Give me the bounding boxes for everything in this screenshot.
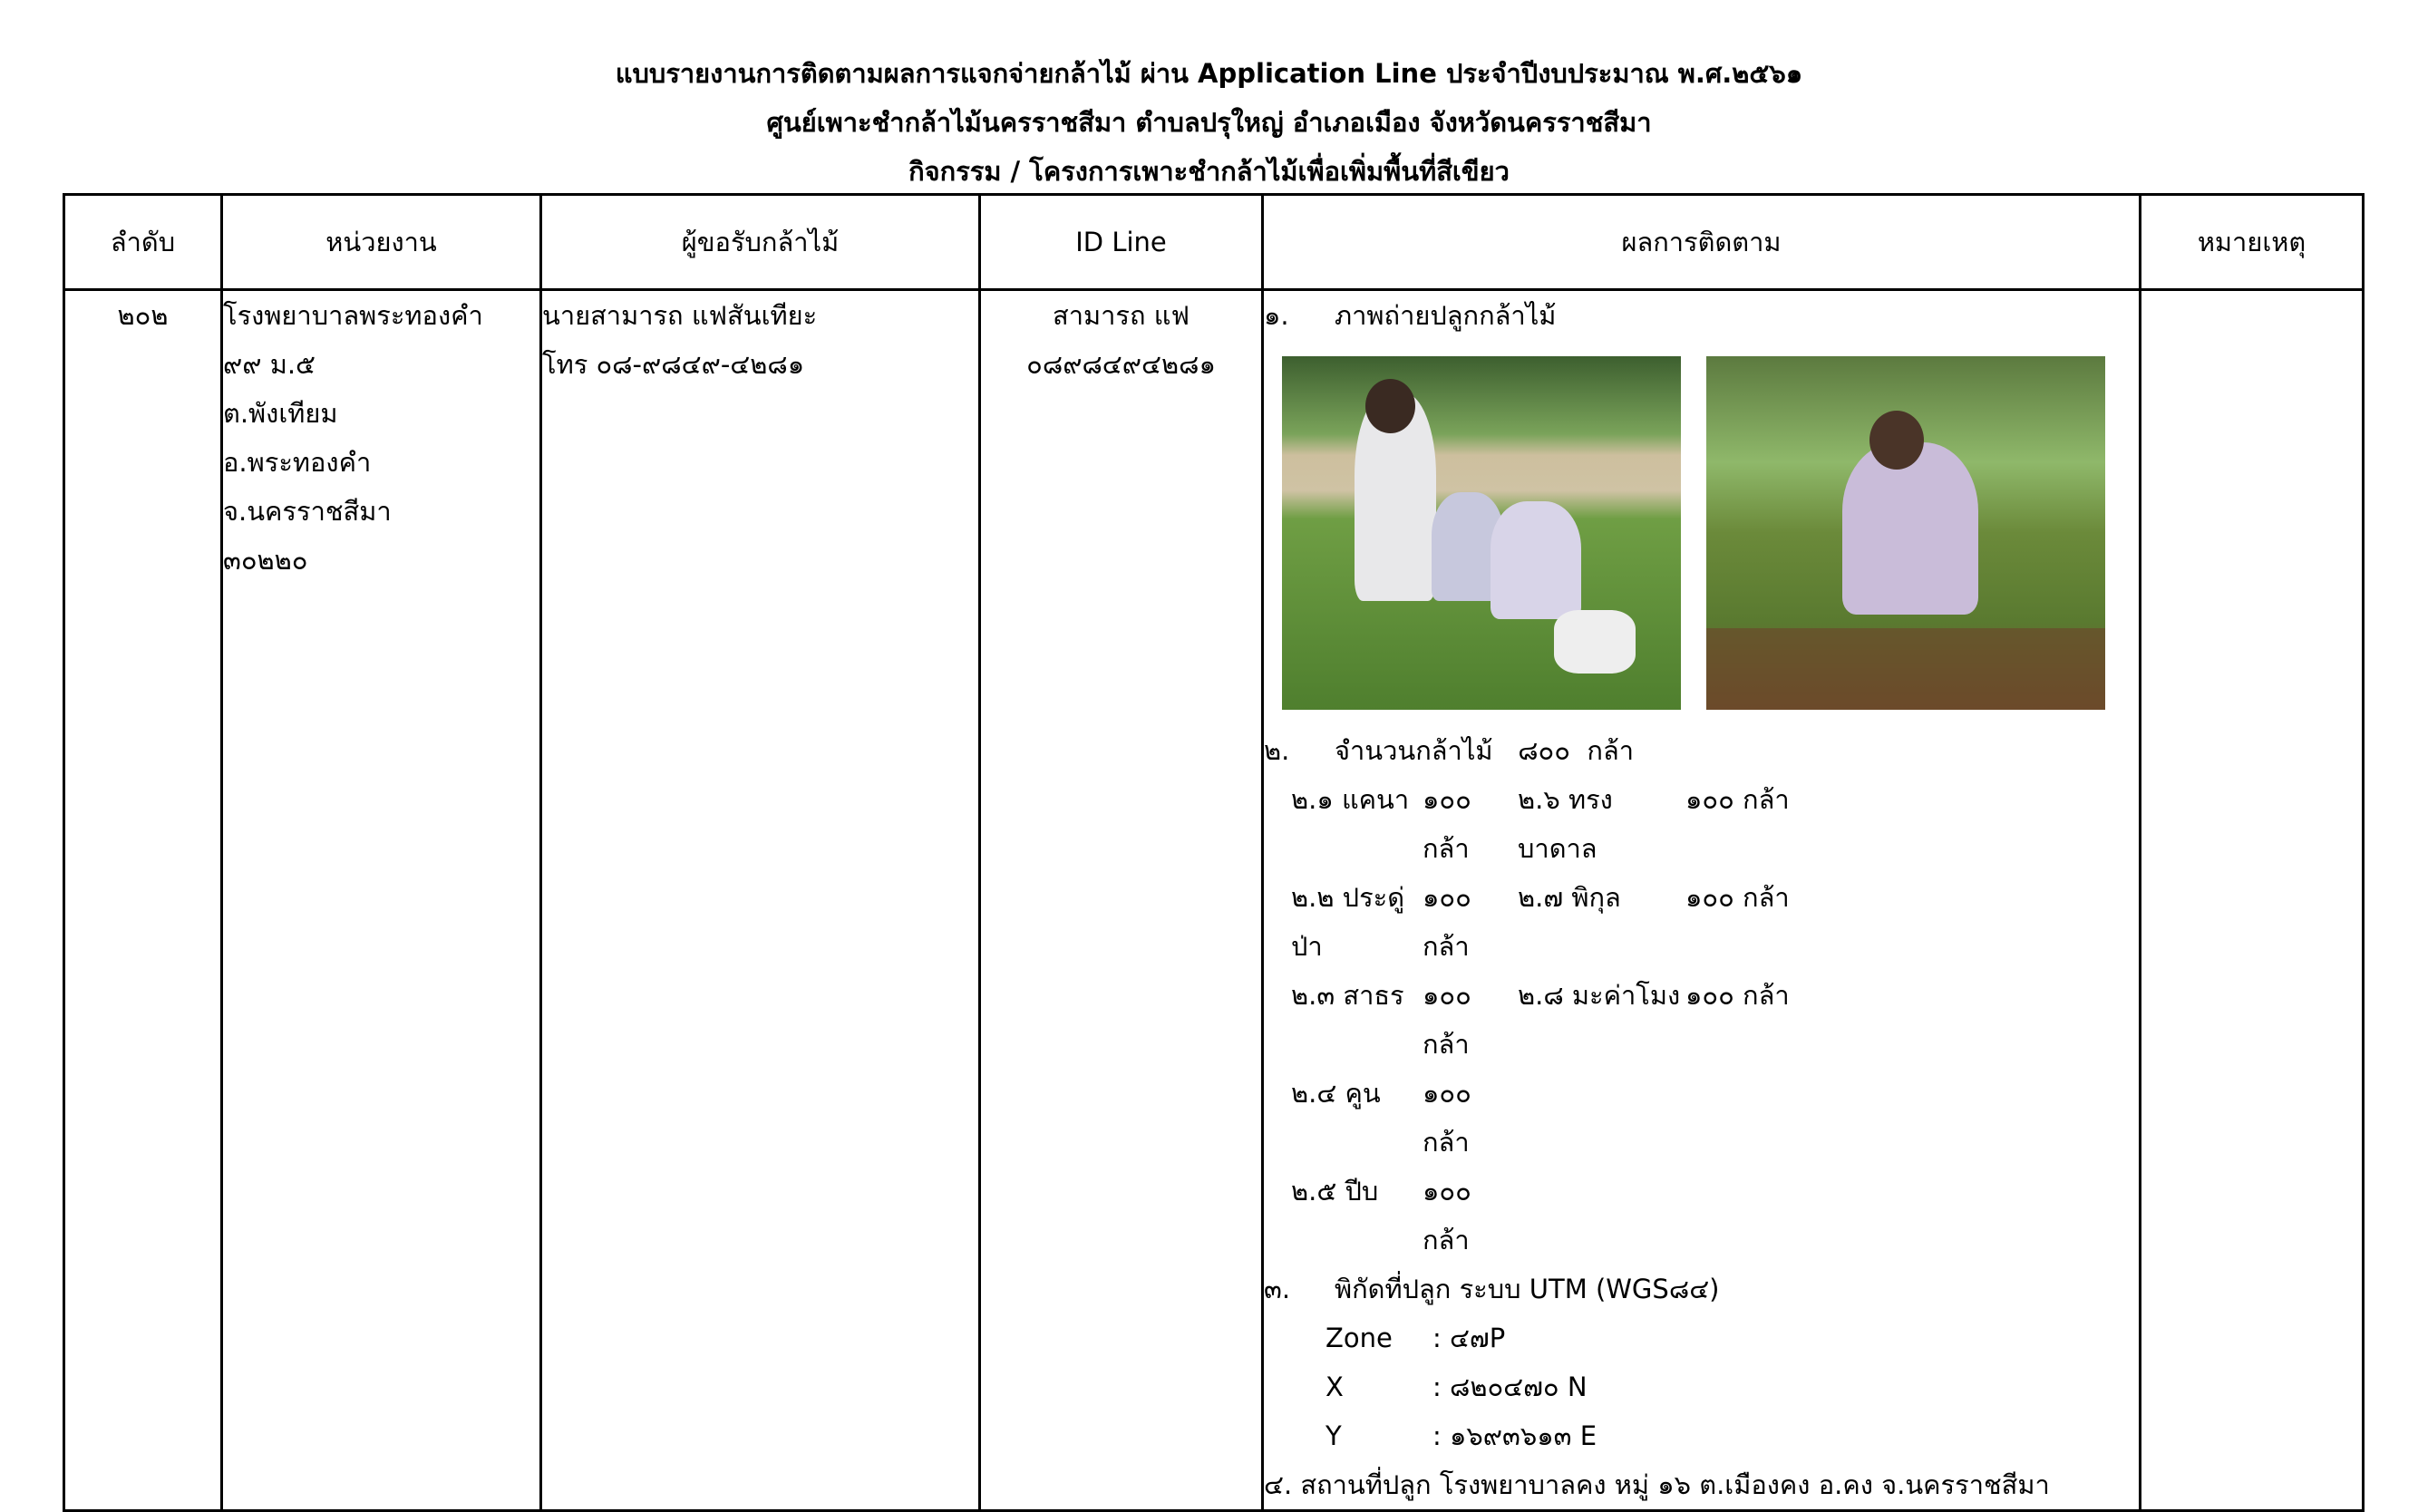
result-item-photos — [1264, 291, 2139, 340]
planting-location: ๔. สถานที่ปลูก โรงพยาบาลคง หมู่ ๑๖ ต.เมืองคง อ.คง จ.นครราชสีมา — [1264, 1469, 2050, 1500]
photo-gallery — [1282, 356, 2139, 710]
species-qty: ๑๐๐ กล้า — [1423, 980, 1471, 1060]
coordinate-value: : ๑๖๙๓๖๑๓ E — [1432, 1420, 1597, 1451]
coordinate-value: : ๘๒๐๔๗๐ N — [1432, 1371, 1588, 1402]
species-row — [1264, 775, 2139, 873]
seedling-count-value: ๘๐๐ — [1518, 735, 1570, 766]
species-qty: ๑๐๐ กล้า — [1423, 1176, 1471, 1255]
cell-requester — [541, 290, 980, 1511]
result-item-seedling-count — [1264, 726, 2139, 775]
cell-unit — [222, 290, 541, 1511]
species-qty: ๑๐๐ กล้า — [1685, 882, 1790, 913]
species-name: ๒.๗ พิกุล — [1518, 882, 1621, 913]
species-row — [1264, 1167, 2139, 1265]
seedling-count-label: จำนวนกล้าไม้ — [1335, 735, 1493, 766]
unit-address-line: จ.นครราชสีมา — [223, 496, 392, 527]
seq-value: ๒๐๒ — [117, 300, 169, 331]
species-row — [1264, 971, 2139, 1069]
report-subtitle-center: ศูนย์เพาะชำกล้าไม้นครราชสีมา ตำบลปรุใหญ่ อำเภอเมือง จังหวัดนครราชสีมา — [766, 107, 1652, 138]
col-header-result: ผลการติดตาม — [1263, 195, 2141, 290]
report-subtitle-activity: กิจกรรม / โครงการเพาะชำกล้าไม้เพื่อเพิ่มพื้นที่สีเขียว — [908, 156, 1510, 187]
species-name: ๒.๘ มะค่าโมง — [1518, 980, 1681, 1011]
cell-result — [1263, 290, 2141, 1511]
result-item-location — [1264, 1460, 2139, 1509]
cell-remark — [2141, 290, 2364, 1511]
coordinate-value: : ๔๗P — [1432, 1323, 1506, 1353]
col-header-seq: ลำดับ — [64, 195, 222, 290]
unit-name: โรงพยาบาลพระทองคำ — [223, 300, 483, 331]
item-number: ๒. — [1264, 735, 1290, 766]
species-name: ๒.๑ แคนา — [1291, 784, 1410, 815]
species-name: ๒.๖ ทรงบาดาล — [1518, 784, 1613, 864]
table-header-row — [64, 195, 2364, 290]
species-name: ๒.๕ ปีบ — [1291, 1176, 1379, 1207]
species-qty: ๑๐๐ กล้า — [1685, 980, 1790, 1011]
coordinate-label: X — [1326, 1371, 1344, 1402]
requester-name: นายสามารถ แฟสันเทียะ — [542, 300, 818, 331]
col-header-remark: หมายเหตุ — [2141, 195, 2364, 290]
species-qty: ๑๐๐ กล้า — [1423, 784, 1471, 864]
col-header-requester: ผู้ขอรับกล้าไม้ — [541, 195, 980, 290]
species-qty: ๑๐๐ กล้า — [1685, 784, 1790, 815]
item-text: ภาพถ่ายปลูกกล้าไม้ — [1335, 300, 1557, 331]
species-name: ๒.๒ ประดู่ป่า — [1291, 882, 1405, 962]
item-number: ๑. — [1264, 300, 1289, 331]
result-item-coordinates — [1264, 1265, 2139, 1313]
item-text: พิกัดที่ปลูก ระบบ UTM (WGS๘๔) — [1335, 1274, 1720, 1304]
species-qty: ๑๐๐ กล้า — [1423, 882, 1471, 962]
requester-phone: โทร ๐๘-๙๘๔๙-๔๒๘๑ — [542, 349, 805, 380]
coordinate-row — [1264, 1362, 2139, 1411]
col-header-unit: หน่วยงาน — [222, 195, 541, 290]
species-qty: ๑๐๐ กล้า — [1423, 1078, 1471, 1158]
coordinate-row — [1264, 1313, 2139, 1362]
cell-line-id — [980, 290, 1263, 1511]
species-name: ๒.๔ คูน — [1291, 1078, 1381, 1109]
planting-photo-1 — [1282, 356, 1681, 710]
coordinate-label: Y — [1326, 1420, 1342, 1451]
line-id-value: ๐๘๙๘๔๙๔๒๘๑ — [1026, 349, 1216, 380]
report-title: แบบรายงานการติดตามผลการแจกจ่ายกล้าไม้ ผ่าน Application Line ประจำปีงบประมาณ พ.ศ.๒๕๖๑ — [615, 58, 1803, 89]
species-row — [1264, 1069, 2139, 1167]
species-name: ๒.๓ สาธร — [1291, 980, 1404, 1011]
coordinate-label: Zone — [1326, 1323, 1393, 1353]
species-row — [1264, 873, 2139, 971]
unit-address-line: ต.พังเทียม — [223, 398, 338, 429]
unit-address-line: ๙๙ ม.๕ — [223, 349, 316, 380]
col-header-line-id: ID Line — [980, 195, 1263, 290]
coordinate-row — [1264, 1411, 2139, 1460]
unit-postcode: ๓๐๒๒๐ — [223, 545, 308, 576]
item-number: ๓. — [1264, 1274, 1291, 1304]
planting-photo-2 — [1706, 356, 2105, 710]
table-row — [64, 290, 2364, 1511]
line-display-name: สามารถ แฟ — [1053, 300, 1190, 331]
unit-address-line: อ.พระทองคำ — [223, 447, 372, 478]
seedling-count-unit: กล้า — [1587, 735, 1635, 766]
report-table — [63, 193, 2365, 1512]
cell-seq — [64, 290, 222, 1511]
